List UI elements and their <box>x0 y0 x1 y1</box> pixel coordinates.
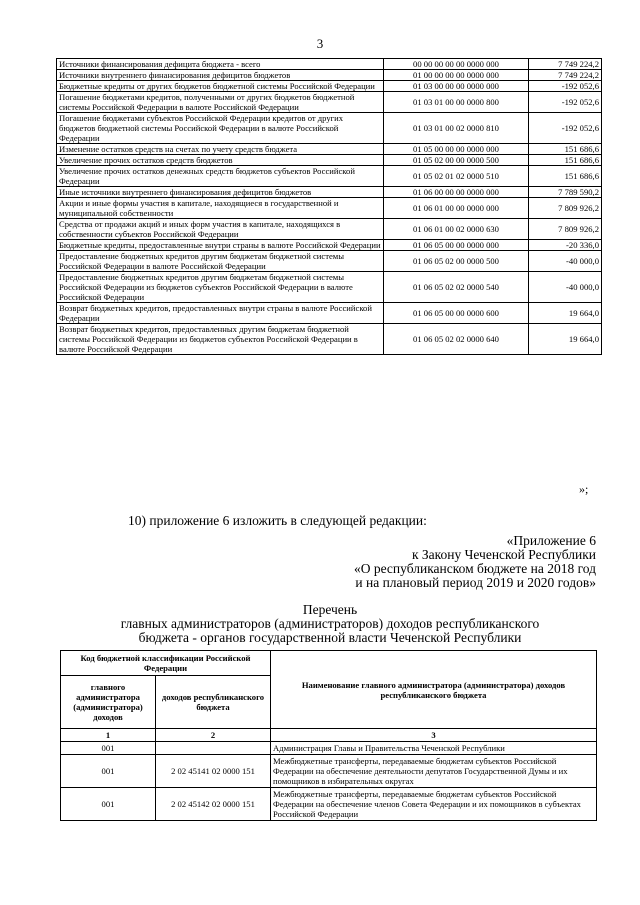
revenue-code: 2 02 45141 02 0000 151 <box>156 755 271 788</box>
table-row <box>57 219 602 240</box>
source-code: 01 06 01 00 02 0000 630 <box>384 219 529 240</box>
source-name: Возврат бюджетных кредитов, предоставленных внутри страны в валюте Российской Федерации <box>57 303 384 324</box>
table-row <box>57 59 602 70</box>
admin-name: Межбюджетные трансферты, передаваемые бюджетам субъектов Российской Федерации на обеспечение членов Совета Федерации и их помощников в субъектах Российской Федерации <box>271 788 597 821</box>
source-code: 01 06 05 02 00 0000 500 <box>384 251 529 272</box>
appendix-line-2: к Закону Чеченской Республики <box>411 547 596 562</box>
column-number-3: 3 <box>271 729 597 742</box>
source-name: Предоставление бюджетных кредитов другим бюджетам бюджетной системы Российской Федерации из бюджетов субъектов Российской Федерации в валюте Российской Федерации <box>57 272 384 303</box>
appendix-line-1: «Приложение 6 <box>506 533 596 548</box>
source-name: Возврат бюджетных кредитов, предоставленных другим бюджетам бюджетной системы Российской Федерации из бюджетов субъектов Российской Федерации в валюте Российской Федерации <box>57 324 384 355</box>
source-value: 151 686,6 <box>529 144 602 155</box>
admin-name: Администрация Главы и Правительства Чеченской Республики <box>271 742 597 755</box>
admin-code: 001 <box>61 755 156 788</box>
source-name: Бюджетные кредиты, предоставленные внутри страны в валюте Российской Федерации <box>57 240 384 251</box>
table-row <box>57 303 602 324</box>
revenue-code <box>156 742 271 755</box>
table-row <box>57 240 602 251</box>
amendment-item-10: 10) приложение 6 изложить в следующей редакции: <box>128 513 427 528</box>
page-number: 3 <box>316 36 324 51</box>
table-row <box>57 251 602 272</box>
list-title-line-1: Перечень <box>302 602 358 617</box>
table-row <box>57 70 602 81</box>
source-code: 01 06 05 00 00 0000 600 <box>384 303 529 324</box>
source-value: -40 000,0 <box>529 251 602 272</box>
source-value: -40 000,0 <box>529 272 602 303</box>
table-row <box>57 81 602 92</box>
list-title-line-3: бюджета - органов государственной власти Чеченской Республики <box>138 630 522 645</box>
source-code: 01 03 00 00 00 0000 000 <box>384 81 529 92</box>
column-number-1: 1 <box>61 729 156 742</box>
source-name: Погашение бюджетами кредитов, полученными от других бюджетов бюджетной системы Российской Федерации в валюте Российской Федерации <box>57 92 384 113</box>
header-revenue-code: доходов республиканского бюджета <box>156 676 271 729</box>
table-row <box>61 755 597 788</box>
appendix-line-3: «О республиканском бюджете на 2018 год <box>353 561 596 576</box>
source-code: 00 00 00 00 00 0000 000 <box>384 59 529 70</box>
table-row <box>57 198 602 219</box>
source-name: Иные источники внутреннего финансирования дефицитов бюджетов <box>57 187 384 198</box>
source-name: Средства от продажи акций и иных форм участия в капитале, находящихся в собственности субъектов Российской Федерации <box>57 219 384 240</box>
source-value: -192 052,6 <box>529 92 602 113</box>
header-code-group: Код бюджетной классификации Российской Федерации <box>61 651 271 676</box>
source-value: 7 749 224,2 <box>529 70 602 81</box>
source-value: 151 686,6 <box>529 166 602 187</box>
source-code: 01 05 02 01 02 0000 510 <box>384 166 529 187</box>
source-code: 01 05 02 00 00 0000 500 <box>384 155 529 166</box>
revenue-code: 2 02 45142 02 0000 151 <box>156 788 271 821</box>
source-name: Погашение бюджетами субъектов Российской Федерации кредитов от других бюджетов бюджетной системы Российской Федерации в валюте Российской Федерации <box>57 113 384 144</box>
source-name: Изменение остатков средств на счетах по учету средств бюджета <box>57 144 384 155</box>
source-code: 01 03 01 00 02 0000 810 <box>384 113 529 144</box>
source-value: 151 686,6 <box>529 155 602 166</box>
header-admin-code: главного администратора (администратора) доходов <box>61 676 156 729</box>
source-code: 01 06 05 00 00 0000 000 <box>384 240 529 251</box>
table-row <box>61 742 597 755</box>
source-code: 01 06 00 00 00 0000 000 <box>384 187 529 198</box>
source-value: 7 809 926,2 <box>529 198 602 219</box>
source-code: 01 06 05 02 02 0000 640 <box>384 324 529 355</box>
table-row <box>57 113 602 144</box>
admin-code: 001 <box>61 788 156 821</box>
table-row <box>57 92 602 113</box>
source-code: 01 03 01 00 00 0000 800 <box>384 92 529 113</box>
table-row <box>57 155 602 166</box>
table-row <box>57 166 602 187</box>
list-title-line-2: главных администраторов (администраторов) доходов республиканского <box>120 616 540 631</box>
source-name: Бюджетные кредиты от других бюджетов бюджетной системы Российской Федерации <box>57 81 384 92</box>
source-name: Увеличение прочих остатков средств бюджетов <box>57 155 384 166</box>
header-admin-name: Наименование главного администратора (администратора) доходов республиканского бюджета <box>271 651 597 729</box>
source-code: 01 06 05 02 02 0000 540 <box>384 272 529 303</box>
source-name: Увеличение прочих остатков денежных средств бюджетов субъектов Российской Федерации <box>57 166 384 187</box>
source-value: 19 664,0 <box>529 303 602 324</box>
admin-code: 001 <box>61 742 156 755</box>
source-name: Источники внутреннего финансирования дефицитов бюджетов <box>57 70 384 81</box>
source-value: -20 336,0 <box>529 240 602 251</box>
table-row <box>57 324 602 355</box>
source-code: 01 06 01 00 00 0000 000 <box>384 198 529 219</box>
source-value: 7 789 590,2 <box>529 187 602 198</box>
table-row <box>57 272 602 303</box>
appendix-heading <box>196 534 596 590</box>
source-value: 7 809 926,2 <box>529 219 602 240</box>
admin-name: Межбюджетные трансферты, передаваемые бюджетам субъектов Российской Федерации на обеспечение деятельности депутатов Государственной Думы и их помощников в избирательных округах <box>271 755 597 788</box>
table-row <box>61 788 597 821</box>
source-value: -192 052,6 <box>529 113 602 144</box>
source-name: Источники финансирования дефицита бюджета - всего <box>57 59 384 70</box>
source-code: 01 00 00 00 00 0000 000 <box>384 70 529 81</box>
list-title <box>60 603 600 645</box>
source-name: Предоставление бюджетных кредитов другим бюджетам бюджетной системы Российской Федерации в валюте Российской Федерации <box>57 251 384 272</box>
source-value: 7 749 224,2 <box>529 59 602 70</box>
source-value: -192 052,6 <box>529 81 602 92</box>
source-value: 19 664,0 <box>529 324 602 355</box>
column-number-2: 2 <box>156 729 271 742</box>
table-row <box>57 187 602 198</box>
table-row <box>57 144 602 155</box>
source-code: 01 05 00 00 00 0000 000 <box>384 144 529 155</box>
appendix-line-4: и на плановый период 2019 и 2020 годов» <box>355 575 596 590</box>
financing-sources-table <box>56 58 602 355</box>
closing-quote: »; <box>579 482 589 496</box>
source-name: Акции и иные формы участия в капитале, находящиеся в государственной и муниципальной собственности <box>57 198 384 219</box>
administrators-table <box>60 650 597 821</box>
